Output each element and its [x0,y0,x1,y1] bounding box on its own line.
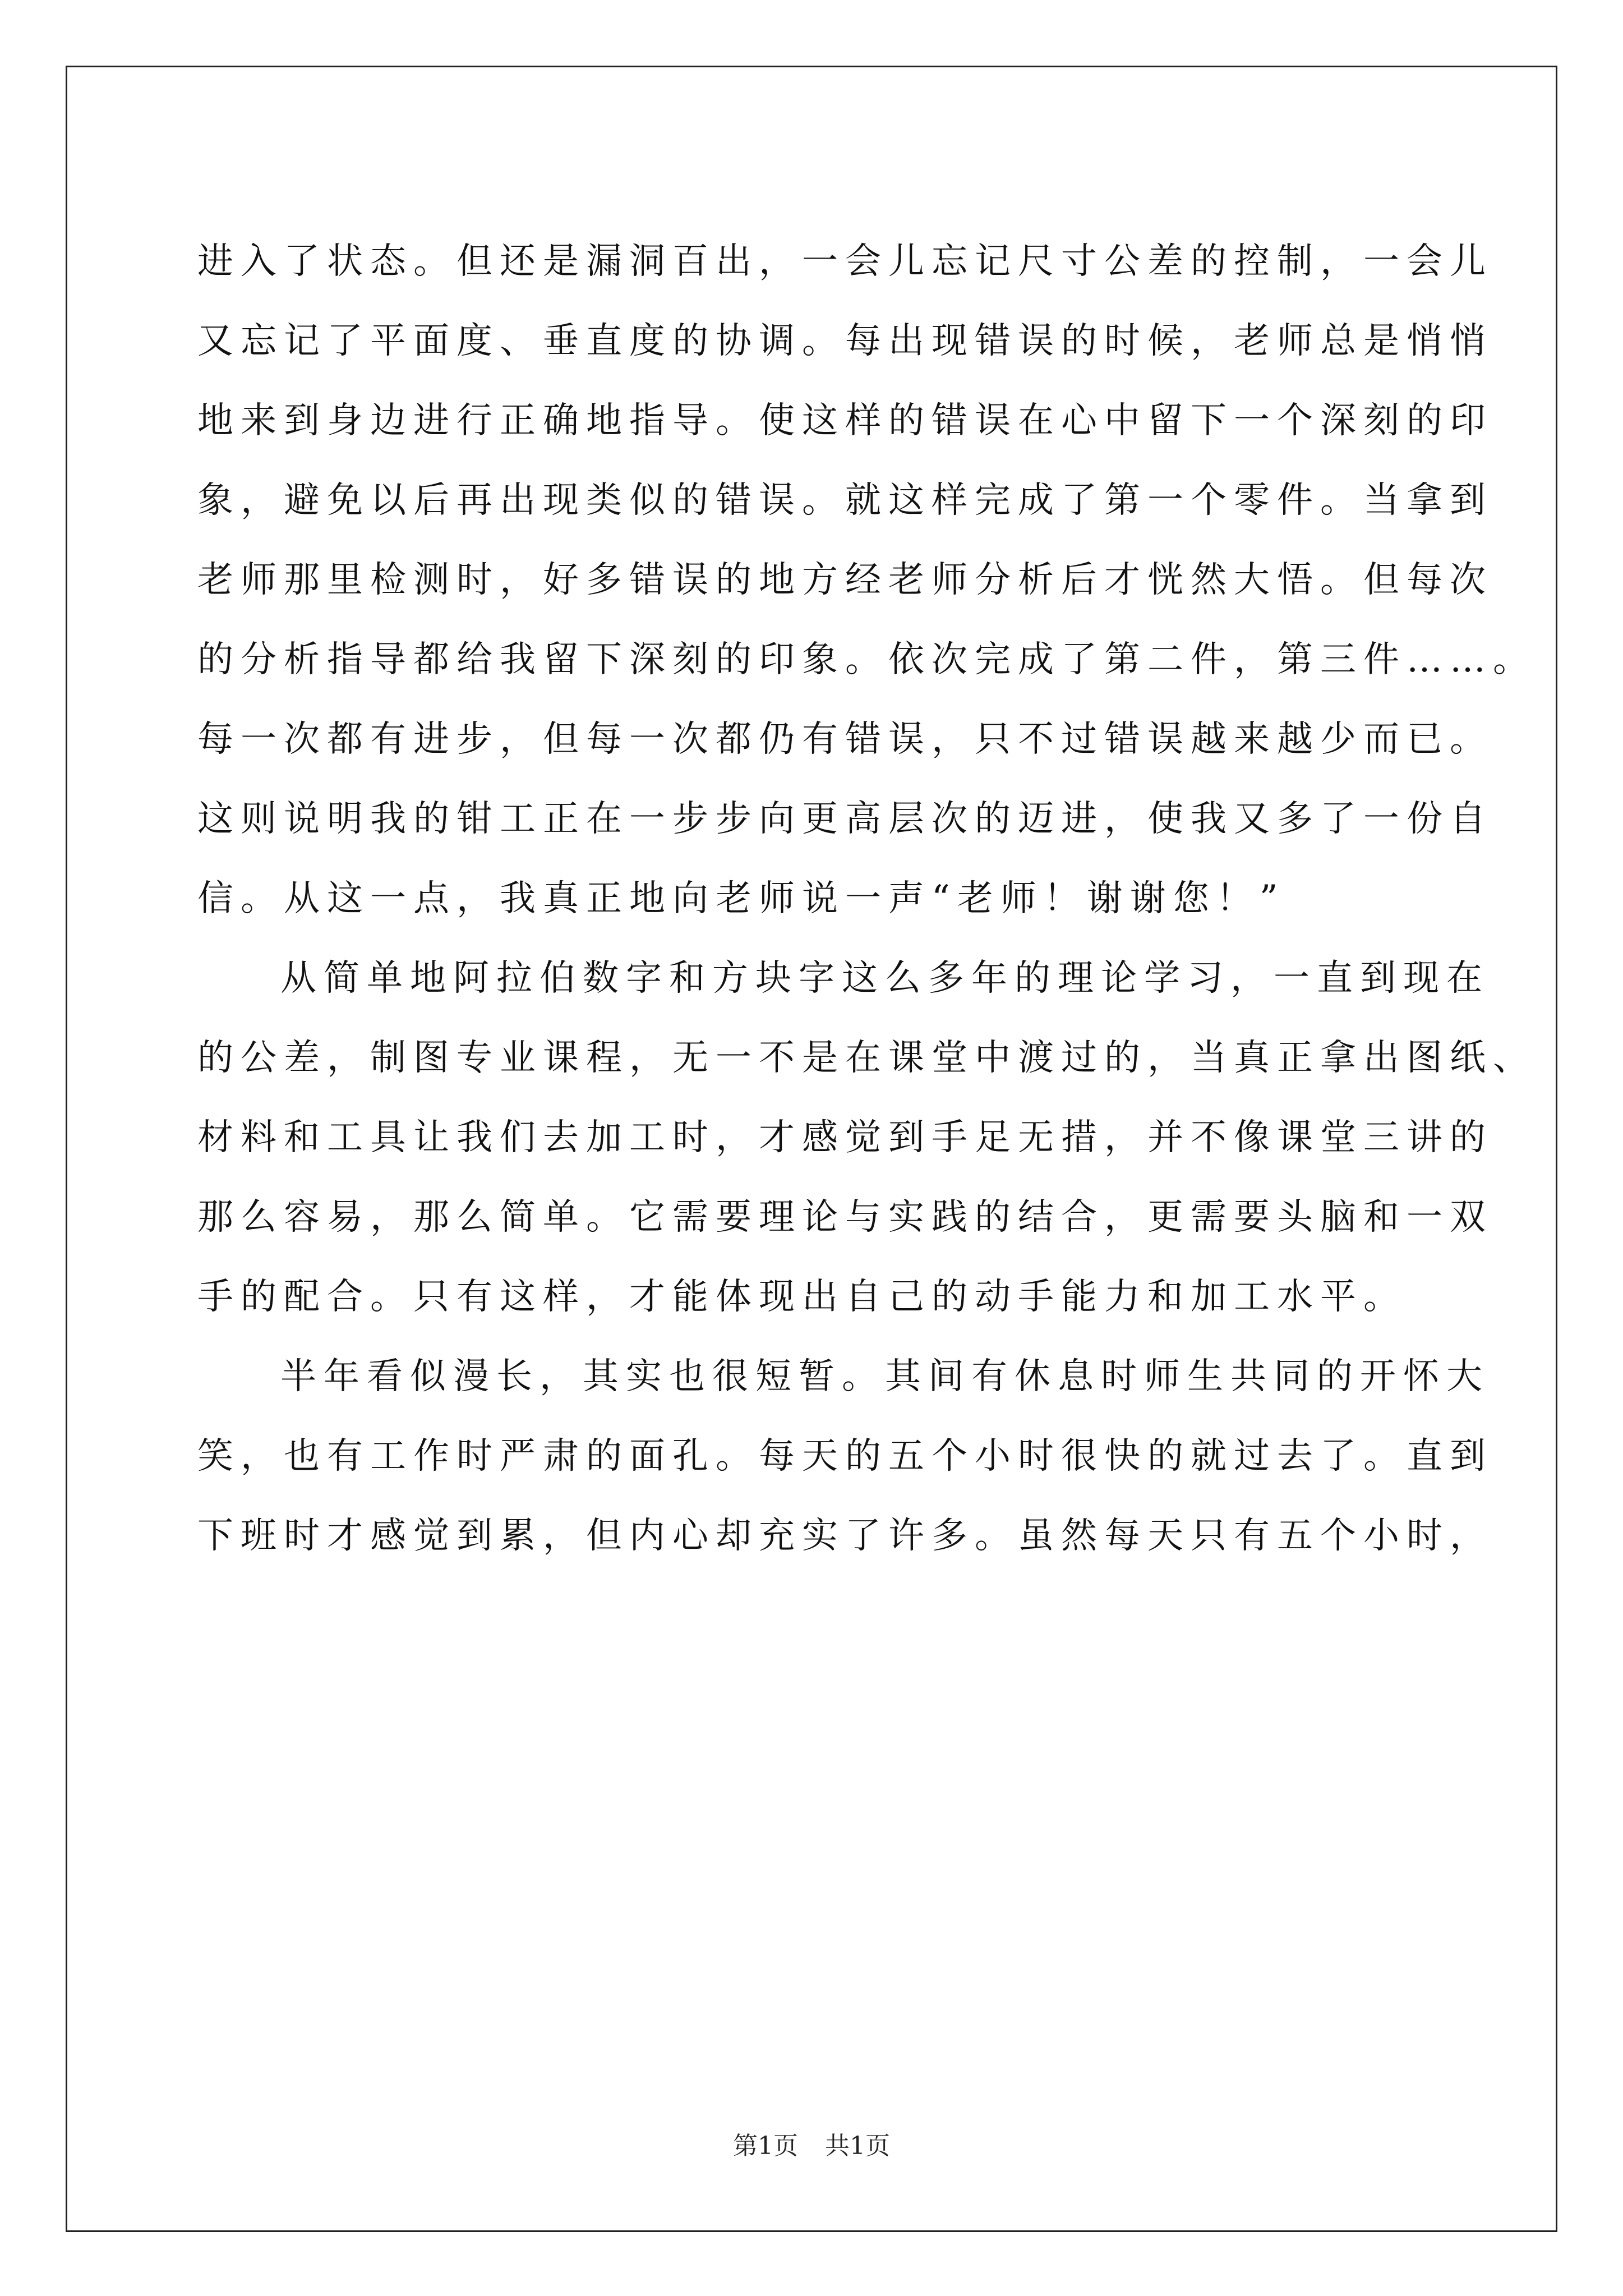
text-line: 象，避免以后再出现类似的错误。就这样完成了第一个零件。当拿到 [197,480,1493,521]
text-line: 进入了状态。但还是漏洞百出，一会儿忘记尺寸公差的控制，一会儿 [197,241,1493,282]
text-line: 手的配合。只有这样，才能体现出自己的动手能力和加工水平。 [197,1276,1407,1318]
text-line: 那么容易，那么简单。它需要理论与实践的结合，更需要头脑和一双 [197,1197,1493,1238]
paragraph-first-line: 从简单地阿拉伯数字和方块字这么多年的理论学习，一直到现在 [280,958,1490,999]
text-line: 信。从这一点，我真正地向老师说一声“老师！谢谢您！” [197,878,1285,919]
page-number-total: 共1页 [825,2132,890,2160]
text-line: 笑，也有工作时严肃的面孔。每天的五个小时很快的就过去了。直到 [197,1435,1493,1477]
text-line: 的公差，制图专业课程，无一不是在课堂中渡过的，当真正拿出图纸、 [197,1037,1536,1079]
text-line: 每一次都有进步，但每一次都仍有错误，只不过错误越来越少而已。 [197,719,1493,760]
text-line: 又忘记了平面度、垂直度的协调。每出现错误的时候，老师总是悄悄 [197,320,1493,362]
text-line: 的分析指导都给我留下深刻的印象。依次完成了第二件，第三件……。 [197,639,1536,680]
text-line: 老师那里检测时，好多错误的地方经老师分析后才恍然大悟。但每次 [197,559,1493,601]
text-line: 材料和工具让我们去加工时，才感觉到手足无措，并不像课堂三讲的 [197,1117,1493,1158]
text-line: 这则说明我的钳工正在一步步向更高层次的迈进，使我又多了一份自 [197,798,1493,840]
text-line: 下班时才感觉到累，但内心却充实了许多。虽然每天只有五个小时， [197,1515,1493,1557]
document-body [197,222,1536,1576]
page-number-current: 第1页 [733,2132,798,2160]
text-line: 地来到身边进行正确地指导。使这样的错误在心中留下一个深刻的印 [197,400,1493,441]
page-footer [0,2131,1623,2162]
paragraph-first-line: 半年看似漫长，其实也很短暂。其间有休息时师生共同的开怀大 [280,1356,1490,1397]
